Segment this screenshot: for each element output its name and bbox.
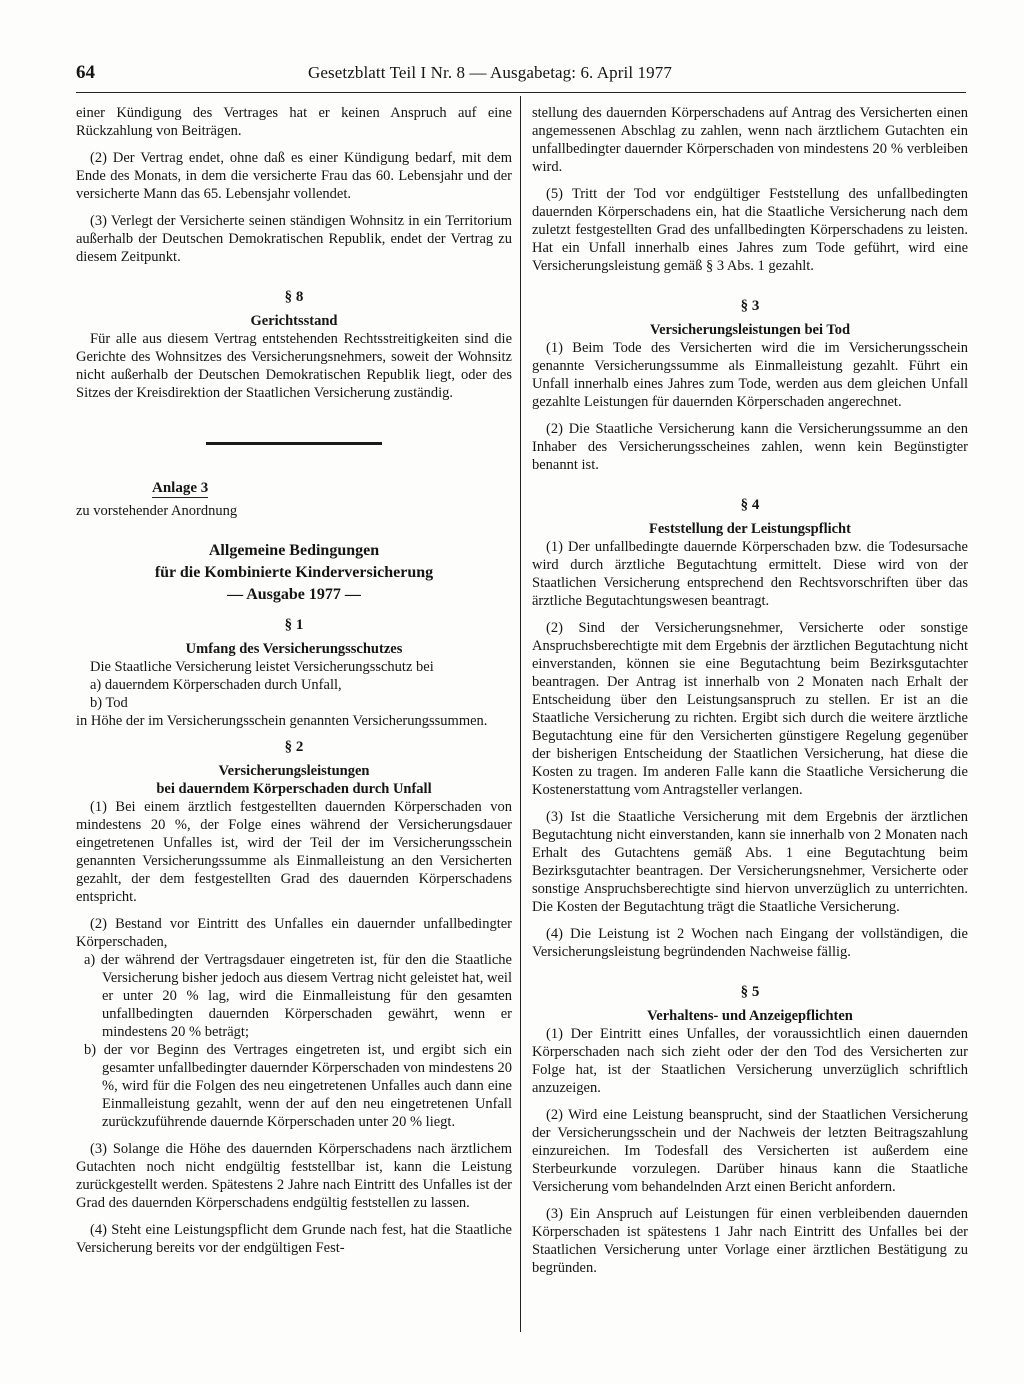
section-4-paragraph-1: (1) Der unfallbedingte dauernde Körperschaden bzw. die Todesursache wird durch ärztliche Begutachtung ermittelt. Diese wird von der Staatlichen Versicherung entsprechend den Rechtsvorschriften über das ärztliche Begutachtungswesen beantragt. xyxy=(532,539,968,609)
section-5-paragraph-3: (3) Ein Anspruch auf Leistungen für einen verbleibenden dauernden Körperschaden ist spätestens 1 Jahr nach Eintritt des Unfalles bei der Staatlichen Versicherung unter Vorlage einer ärztlichen Bestätigung zu begründen. xyxy=(532,1206,968,1276)
section-3-paragraph-1: (1) Beim Tode des Versicherten wird die im Versicherungsschein genannte Versicherungssumme als Einmalleistung gezahlt. Führt ein Unfall innerhalb eines Jahres zum Tode, werden aus dem gleichen Unfall gezahlte Leistungen für dauernden Körperschaden angerechnet. xyxy=(532,340,968,410)
section-2-title-line-1: Versicherungsleistungen xyxy=(218,763,370,779)
right-column xyxy=(532,104,968,1277)
section-5-number: § 5 xyxy=(740,984,760,1000)
paragraph-continuation: einer Kündigung des Vertrages hat er keinen Anspruch auf eine Rückzahlung von Beiträgen. xyxy=(76,105,512,139)
document-title-line-2: für die Kombinierte Kinderversicherung xyxy=(154,564,434,581)
section-1-title: Umfang des Versicherungsschutzes xyxy=(185,641,403,657)
section-1-item-a: a) dauerndem Körperschaden durch Unfall, xyxy=(90,677,342,693)
section-2-item-b: b) der vor Beginn des Vertrages eingetreten ist, und ergibt sich ein gesamter unfallbedingter dauernder Körperschaden von mindestens 20 %, wird für die Folgen des neu eingetretenen Unfalles auch dann eine Einmalleistung gezahlt, wenn der auf den neu eingetretenen Unfall zurückzuführende dauernde Körperschaden unter 20 % liegt. xyxy=(84,1042,512,1130)
section-2-paragraph-4: (4) Steht eine Leistungspflicht dem Grunde nach fest, hat die Staatliche Versicherung bereits vor der endgültigen Fest- xyxy=(76,1222,512,1256)
section-4-number: § 4 xyxy=(740,497,760,513)
annex-note: zu vorstehender Anordnung xyxy=(76,503,238,519)
paragraph-contract-end: (2) Der Vertrag endet, ohne daß es einer Kündigung bedarf, mit dem Ende des Monats, in dem die versicherte Frau das 60. Lebensjahr und der versicherte Mann das 65. Lebensjahr vollendet. xyxy=(76,150,512,202)
section-5-paragraph-1: (1) Der Eintritt eines Unfalles, der voraussichtlich einen dauernden Körperschaden nach sich zieht oder der den Tod des Versicherten zur Folge hat, ist der Staatlichen Versicherung unverzüglich schriftlich anzuzeigen. xyxy=(532,1026,968,1096)
section-3-paragraph-2: (2) Die Staatliche Versicherung kann die Versicherungssumme an den Inhaber des Versicherungsscheines zahlen, wenn kein Begünstigter benannt ist. xyxy=(532,421,968,473)
section-4-paragraph-3: (3) Ist die Staatliche Versicherung mit dem Ergebnis der ärztlichen Begutachtung nicht einverstanden, kann sie innerhalb von 2 Monaten nach Erhalt des Gutachtens gemäß Abs. 1 eine Begutachtung beim Bezirksgutachter beantragen. Der Versicherungsnehmer, Versicherte oder sonstige Anspruchsberechtigte sind hiervon unverzüglich zu unterrichten. Die Kosten der Begutachtung trägt die Staatliche Versicherung. xyxy=(532,809,968,915)
section-5-title: Verhaltens- und Anzeigepflichten xyxy=(647,1008,853,1024)
section-8-paragraph: Für alle aus diesem Vertrag entstehenden Rechtsstreitigkeiten sind die Gerichte des Wohnsitzes des Versicherungsnehmers, soweit der Wohnsitz nicht außerhalb der Deutschen Demokratischen Republik liegt, oder des Sitzes der Kreisdirektion der Staatlichen Versicherung zuständig. xyxy=(76,331,512,401)
paragraph-residence: (3) Verlegt der Versicherte seinen ständigen Wohnsitz in ein Territorium außerhalb der Deutschen Demokratischen Republik, endet der Vertrag zu diesem Zeitpunkt. xyxy=(76,213,512,265)
section-1-intro: Die Staatliche Versicherung leistet Versicherungsschutz bei xyxy=(90,659,434,675)
section-4-title: Feststellung der Leistungspflicht xyxy=(649,521,851,537)
section-8-number: § 8 xyxy=(284,289,304,305)
document-title xyxy=(76,540,512,606)
section-1-number: § 1 xyxy=(284,617,304,633)
page-header xyxy=(76,60,966,93)
page-number: 64 xyxy=(76,62,95,83)
column-divider xyxy=(520,96,521,1332)
separator-rule xyxy=(206,442,382,445)
running-title: Gesetzblatt Teil I Nr. 8 — Ausgabetag: 6. April 1977 xyxy=(308,63,672,82)
section-2-number: § 2 xyxy=(284,739,304,755)
section-5-paragraph-2: (2) Wird eine Leistung beansprucht, sind der Staatlichen Versicherung der Versicherungsschein und der Nachweis der letzten Beitragszahlung einzureichen. Im Todesfall des Versicherten ist außerdem eine Sterbeurkunde vorzulegen. Darüber hinaus kann die Staatliche Versicherung vom behandelnden Arzt einen Bericht anfordern. xyxy=(532,1107,968,1195)
section-1-item-b: b) Tod xyxy=(90,695,128,711)
section-2-item-a: a) der während der Vertragsdauer eingetreten ist, für den die Staatliche Versicherung bisher jedoch aus diesem Vertrag nicht geleistet hat, weil er unter 20 % lag, wird die Einmalleistung für den gesamten unfallbedingten dauernden Körperschaden gewährt, wenn er mindestens 20 % beträgt; xyxy=(84,952,512,1040)
section-2-paragraph-3: (3) Solange die Höhe des dauernden Körperschadens nach ärztlichem Gutachten noch nicht endgültig feststellbar ist, kann die Leistung zurückgestellt werden. Spätestens 2 Jahre nach Eintritt des Unfalles ist der Grad des dauernden Körperschadens endgültig feststellen zu lassen. xyxy=(76,1141,512,1211)
section-2-paragraph-2: (2) Bestand vor Eintritt des Unfalles ein dauernder unfallbedingter Körperschaden, xyxy=(76,916,512,950)
section-3-number: § 3 xyxy=(740,298,760,314)
annex-label: Anlage 3 xyxy=(152,480,209,496)
section-2-paragraph-5: (5) Tritt der Tod vor endgültiger Feststellung des unfallbedingten dauernden Körperschadens ein, hat die Staatliche Versicherung nach dem zuletzt festgestellten Grad des unfallbedingten Körperschadens zu leisten. Hat ein Unfall innerhalb eines Jahres zum Tode geführt, wird eine Versicherungsleistung gemäß § 3 Abs. 1 gezahlt. xyxy=(532,186,968,274)
left-column xyxy=(76,104,512,1257)
section-3-title: Versicherungsleistungen bei Tod xyxy=(649,322,851,338)
section-2-title-line-2: bei dauerndem Körperschaden durch Unfall xyxy=(156,781,432,797)
document-title-line-1: Allgemeine Bedingungen xyxy=(208,542,380,559)
section-8-title: Gerichtsstand xyxy=(250,313,338,329)
section-4-paragraph-4: (4) Die Leistung ist 2 Wochen nach Eingang der vollständigen, die Versicherungsleistung begründenden Nachweise fällig. xyxy=(532,926,968,960)
section-4-paragraph-2: (2) Sind der Versicherungsnehmer, Versicherte oder sonstige Anspruchsberechtigte mit dem Ergebnis der ärztlichen Begutachtung nicht einverstanden, können sie eine Begutachtung beim Bezirksgutachter beantragen. Der Antrag ist innerhalb von 2 Monaten nach Erhalt der Entscheidung über den Leistungsanspruch zu stellen. Er ist an die Staatliche Versicherung zu richten. Ergibt sich durch die weitere ärztliche Begutachtung eine für den Versicherten günstigere Regelung gegenüber der bisherigen Entscheidung der Staatlichen Versicherung, hat diese die Kosten zu tragen. Im anderen Falle kann die Staatliche Versicherung die Kostenerstattung vom Antragsteller verlangen. xyxy=(532,620,968,798)
document-title-line-3: — Ausgabe 1977 — xyxy=(227,586,361,603)
section-1-closing: in Höhe der im Versicherungsschein genannten Versicherungssummen. xyxy=(76,713,488,729)
paragraph-continuation: stellung des dauernden Körperschadens auf Antrag des Versicherten einen angemessenen Abschlag zu zahlen, wenn nach ärztlichem Gutachten ein unfallbedingter dauernder Körperschaden von mindestens 20 % verbleiben wird. xyxy=(532,105,968,175)
section-2-paragraph-1: (1) Bei einem ärztlich festgestellten dauernden Körperschaden von mindestens 20 %, der Folge eines während der Versicherungsdauer eingetretenen Unfalles ist, wird der Teil der im Versicherungsschein genannten Versicherungssumme als Einmalleistung an den Versicherten gezahlt, der dem festgestellten Grad des dauernden Körperschadens entspricht. xyxy=(76,799,512,905)
